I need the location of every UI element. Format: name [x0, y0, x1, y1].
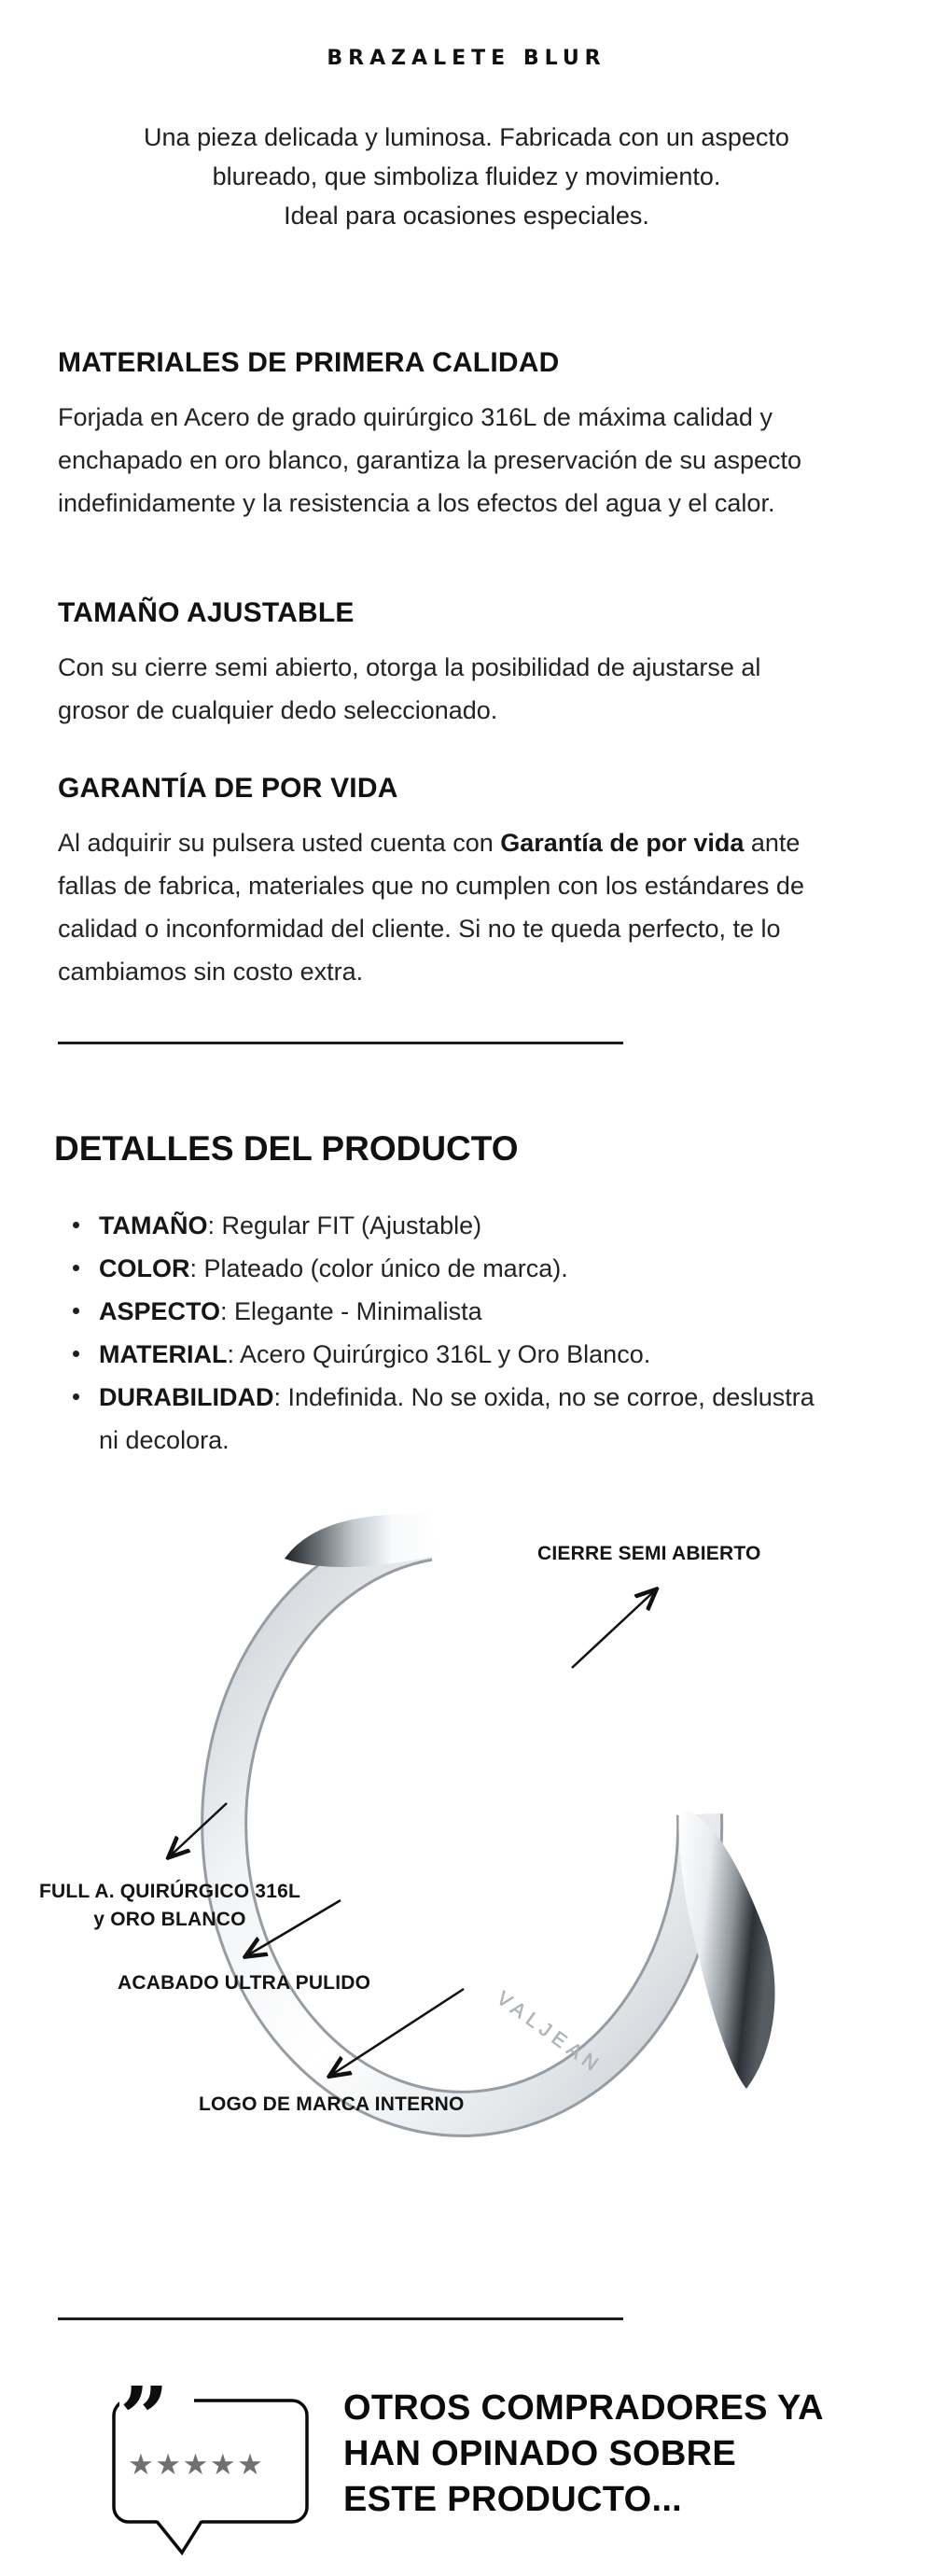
bullet-icon [73, 1393, 79, 1400]
detail-label: TAMAÑO [99, 1211, 208, 1239]
section-divider [58, 2317, 623, 2320]
description-line: Una pieza delicada y luminosa. Fabricada con un aspecto [144, 123, 789, 151]
annotation-acabado: ACABADO ULTRA PULIDO [118, 1972, 371, 1994]
review-line: ESTE PRODUCTO... [343, 2480, 683, 2519]
detail-label: DURABILIDAD [99, 1383, 274, 1411]
detail-value: : Regular FIT (Ajustable) [207, 1211, 482, 1239]
bullet-icon [73, 1222, 79, 1228]
section-heading-garantia: GARANTÍA DE POR VIDA [58, 773, 398, 804]
engraving-brand-text: VALJEAN [493, 1987, 606, 2079]
annotation-logo: LOGO DE MARCA INTERNO [199, 2093, 465, 2115]
section-divider [58, 1042, 623, 1044]
bullet-icon [73, 1308, 79, 1314]
page-title: BRAZALETE BLUR [327, 47, 606, 70]
detail-label: ASPECTO [99, 1297, 221, 1325]
bracelet-illustration [0, 1465, 933, 2175]
garantia-text-after: ante fallas de fabrica, materiales que no cumplen con los estándares de calidad o inconformidad del cliente. Si no te queda perfecto, te lo cambiamos sin costo extra. [58, 829, 804, 986]
arrow-cierre [572, 1592, 653, 1668]
details-heading: DETALLES DEL PRODUCTO [54, 1129, 519, 1168]
detail-label: MATERIAL [99, 1340, 228, 1368]
list-item [67, 1247, 823, 1290]
description-line: Ideal para ocasiones especiales. [284, 202, 649, 230]
section-heading-materiales: MATERIALES DE PRIMERA CALIDAD [58, 347, 560, 378]
garantia-text-bold: Garantía de por vida [500, 829, 745, 857]
details-list [67, 1204, 823, 1462]
bullet-icon [73, 1265, 79, 1271]
section-body-materiales: Forjada en Acero de grado quirúrgico 316L de máxima calidad y enchapado en oro blanco, garantiza la preservación de su aspecto indefinidamente y la resistencia a los efectos del agua y el calor. [58, 403, 802, 517]
section-body-tamano: Con su cierre semi abierto, otorga la posibilidad de ajustarse al grosor de cualquier dedo seleccionado. [58, 653, 761, 724]
detail-value: : Elegante - Minimalista [220, 1297, 482, 1325]
garantia-text-before: Al adquirir su pulsera usted cuenta con [58, 829, 501, 857]
annotation-full-line2: y ORO BLANCO [93, 1909, 246, 1930]
review-line: OTROS COMPRADORES YA [343, 2388, 824, 2428]
section-heading-tamano: TAMAÑO AJUSTABLE [58, 597, 355, 628]
list-item [67, 1290, 823, 1333]
annotation-cierre: CIERRE SEMI ABIERTO [537, 1543, 761, 1564]
detail-label: COLOR [99, 1254, 190, 1282]
review-bubble-icon [103, 2375, 327, 2562]
bracelet-open-end-top [285, 1514, 439, 1567]
review-line: HAN OPINADO SOBRE [343, 2434, 737, 2473]
section-body-garantia [58, 821, 804, 993]
description-line: blureado, que simboliza fluidez y movimiento. [212, 162, 721, 190]
review-teaser-heading [343, 2386, 824, 2523]
detail-value: : Plateado (color único de marca). [189, 1254, 568, 1282]
arrow-logo [333, 1989, 464, 2074]
list-item [67, 1204, 823, 1247]
quote-icon: ” [119, 2375, 169, 2469]
bullet-icon [73, 1351, 79, 1357]
detail-value: : Indefinida. No se oxida, no se corroe, deslustra ni decolora. [99, 1383, 815, 1454]
list-item [67, 1333, 823, 1376]
list-item [67, 1376, 823, 1462]
bracelet-band [224, 1514, 774, 2114]
five-stars-icon: ★★★★★ [128, 2448, 265, 2482]
annotation-full-material [34, 1878, 306, 1934]
detail-value: : Acero Quirúrgico 316L y Oro Blanco. [227, 1340, 651, 1368]
annotation-full-line1: FULL A. QUIRÚRGICO 316L [39, 1881, 300, 1902]
product-description [93, 118, 840, 235]
